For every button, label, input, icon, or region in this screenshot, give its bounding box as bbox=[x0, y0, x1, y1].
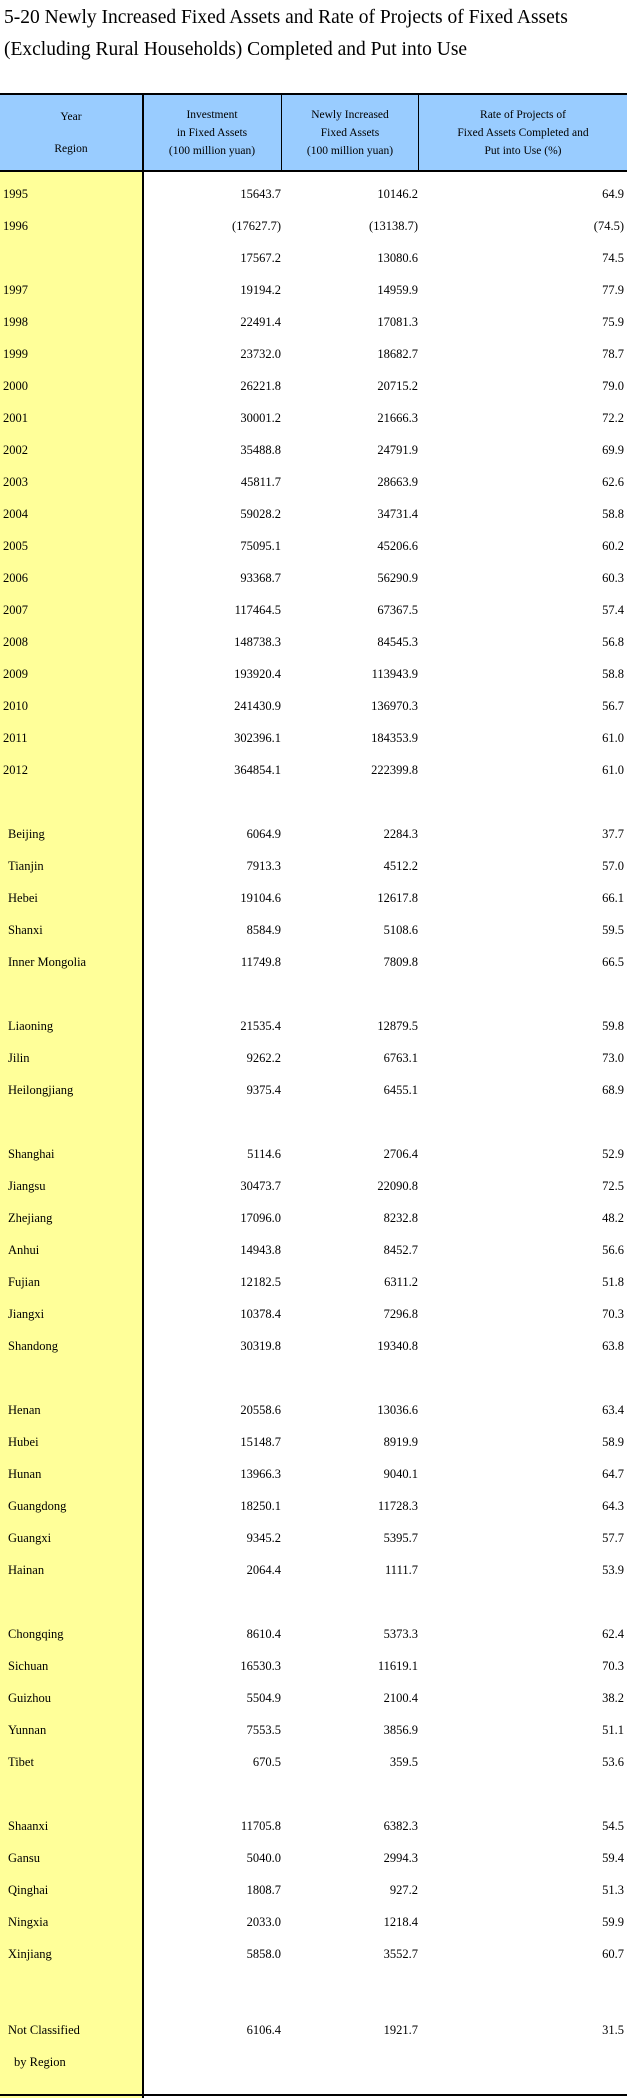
cell-rate: 58.9 bbox=[602, 1435, 624, 1449]
cell-new-assets: 113943.9 bbox=[371, 667, 418, 681]
cell-investment: 8584.9 bbox=[246, 923, 281, 937]
cell-new-assets: 11728.3 bbox=[377, 1499, 418, 1513]
cell-investment: 670.5 bbox=[252, 1755, 281, 1769]
cell-new-assets: 927.2 bbox=[389, 1883, 418, 1897]
row-label: Henan bbox=[8, 1403, 41, 1417]
cell-new-assets: 359.5 bbox=[389, 1755, 418, 1769]
table-row bbox=[0, 658, 627, 690]
cell-new-assets: 12617.8 bbox=[377, 891, 418, 905]
header-new-assets-line: Newly Increased bbox=[311, 109, 389, 121]
row-label: Jiangsu bbox=[8, 1179, 46, 1193]
row-label: 2004 bbox=[3, 507, 28, 521]
row-label: Shanxi bbox=[8, 923, 43, 937]
row-label: Jilin bbox=[8, 1051, 30, 1065]
row-label: Shandong bbox=[8, 1339, 58, 1353]
table-row bbox=[0, 946, 627, 978]
table-row bbox=[0, 1522, 627, 1554]
cell-rate: 52.9 bbox=[602, 1147, 624, 1161]
cell-investment: 5114.6 bbox=[247, 1147, 281, 1161]
row-label: Tibet bbox=[8, 1755, 34, 1769]
cell-rate: 73.0 bbox=[602, 1051, 624, 1065]
cell-investment: 16530.3 bbox=[240, 1659, 281, 1673]
cell-rate: 58.8 bbox=[602, 667, 624, 681]
table-row bbox=[0, 690, 627, 722]
table-row bbox=[0, 1554, 627, 1586]
cell-rate: (74.5) bbox=[593, 219, 624, 233]
cell-new-assets: 2706.4 bbox=[383, 1147, 418, 1161]
cell-investment: 11705.8 bbox=[240, 1819, 281, 1833]
cell-new-assets: 2100.4 bbox=[383, 1691, 418, 1705]
cell-new-assets: 5395.7 bbox=[383, 1531, 418, 1545]
header-new-assets-line: (100 million yuan) bbox=[306, 145, 394, 157]
row-label: Ningxia bbox=[8, 1915, 49, 1929]
cell-investment: 193920.4 bbox=[234, 667, 281, 681]
cell-rate: 56.6 bbox=[602, 1243, 624, 1257]
cell-new-assets: 8232.8 bbox=[383, 1211, 418, 1225]
row-label: Guangdong bbox=[8, 1499, 67, 1513]
cell-investment: 8610.4 bbox=[246, 1627, 281, 1641]
row-label: Anhui bbox=[8, 1243, 40, 1257]
row-label: 2002 bbox=[3, 443, 28, 457]
table-row bbox=[0, 1650, 627, 1682]
cell-new-assets: 7296.8 bbox=[383, 1307, 418, 1321]
table-row bbox=[0, 1266, 627, 1298]
row-label: 2011 bbox=[3, 731, 28, 745]
cell-new-assets: 10146.2 bbox=[377, 187, 418, 201]
cell-investment: 12182.5 bbox=[240, 1275, 281, 1289]
title-line-2: (Excluding Rural Households) Completed and Put into Use bbox=[4, 39, 468, 60]
table-row bbox=[0, 370, 627, 402]
cell-rate: 61.0 bbox=[602, 731, 624, 745]
table-row bbox=[0, 210, 627, 242]
cell-investment: 14943.8 bbox=[240, 1243, 281, 1257]
cell-new-assets: 8919.9 bbox=[383, 1435, 418, 1449]
row-label: Beijing bbox=[8, 827, 45, 841]
row-label: Hainan bbox=[8, 1563, 45, 1577]
table-row bbox=[0, 1298, 627, 1330]
header-year: Year bbox=[60, 111, 82, 123]
cell-new-assets: 11619.1 bbox=[377, 1659, 418, 1673]
cell-rate: 70.3 bbox=[602, 1307, 624, 1321]
cell-new-assets: 184353.9 bbox=[371, 731, 418, 745]
header-rate-line: Put into Use (%) bbox=[484, 145, 562, 157]
cell-investment: 35488.8 bbox=[240, 443, 281, 457]
table-row bbox=[0, 1810, 627, 1842]
cell-new-assets: 28663.9 bbox=[377, 475, 418, 489]
header-rate-line: Rate of Projects of bbox=[480, 109, 566, 121]
row-label: 1996 bbox=[3, 219, 28, 233]
cell-new-assets: 222399.8 bbox=[371, 763, 418, 777]
cell-investment: 5504.9 bbox=[246, 1691, 281, 1705]
cell-investment: 302396.1 bbox=[234, 731, 281, 745]
cell-new-assets: 21666.3 bbox=[377, 411, 418, 425]
row-label: Shanghai bbox=[8, 1147, 55, 1161]
cell-investment: 10378.4 bbox=[240, 1307, 281, 1321]
table-row bbox=[0, 338, 627, 370]
row-label: Fujian bbox=[8, 1275, 40, 1289]
cell-rate: 59.4 bbox=[602, 1851, 624, 1865]
row-label: Zhejiang bbox=[8, 1211, 53, 1225]
row-label: Chongqing bbox=[8, 1627, 64, 1641]
table-row bbox=[0, 1138, 627, 1170]
cell-rate: 63.4 bbox=[602, 1403, 624, 1417]
row-label: 2001 bbox=[3, 411, 28, 425]
table-row bbox=[0, 242, 627, 274]
row-label: Heilongjiang bbox=[8, 1083, 74, 1097]
table-row bbox=[0, 1074, 627, 1106]
cell-new-assets: 5108.6 bbox=[383, 923, 418, 937]
cell-rate: 60.3 bbox=[602, 571, 624, 585]
cell-investment: 1808.7 bbox=[246, 1883, 281, 1897]
table-row bbox=[0, 626, 627, 658]
table-row bbox=[0, 178, 627, 210]
cell-new-assets: 8452.7 bbox=[383, 1243, 418, 1257]
cell-rate: 64.9 bbox=[602, 187, 624, 201]
table-row bbox=[0, 1906, 627, 1938]
cell-investment: 241430.9 bbox=[234, 699, 281, 713]
cell-investment: 11749.8 bbox=[240, 955, 281, 969]
cell-rate: 69.9 bbox=[602, 443, 624, 457]
table-row bbox=[0, 722, 627, 754]
table-row bbox=[0, 434, 627, 466]
row-label: Not Classified bbox=[8, 2023, 80, 2037]
row-label: Inner Mongolia bbox=[8, 955, 87, 969]
cell-rate: 51.3 bbox=[602, 1883, 624, 1897]
cell-investment: 17096.0 bbox=[240, 1211, 281, 1225]
cell-rate: 68.9 bbox=[602, 1083, 624, 1097]
row-label: 2006 bbox=[3, 571, 28, 585]
cell-investment: 93368.7 bbox=[240, 571, 281, 585]
table-row bbox=[0, 1394, 627, 1426]
cell-rate: 61.0 bbox=[602, 763, 624, 777]
table-row bbox=[0, 1234, 627, 1266]
cell-rate: 51.8 bbox=[602, 1275, 624, 1289]
table-row bbox=[0, 274, 627, 306]
cell-rate: 59.9 bbox=[602, 1915, 624, 1929]
cell-investment: 22491.4 bbox=[240, 315, 281, 329]
title-line-1: 5-20 Newly Increased Fixed Assets and Rate of Projects of Fixed Assets bbox=[4, 7, 568, 28]
cell-new-assets: 45206.6 bbox=[377, 539, 418, 553]
cell-rate: 48.2 bbox=[602, 1211, 624, 1225]
cell-new-assets: 13036.6 bbox=[377, 1403, 418, 1417]
cell-rate: 54.5 bbox=[602, 1819, 624, 1833]
cell-rate: 57.7 bbox=[602, 1531, 624, 1545]
header-year-region bbox=[0, 94, 142, 172]
cell-rate: 60.2 bbox=[602, 539, 624, 553]
cell-rate: 72.2 bbox=[602, 411, 624, 425]
table-row bbox=[0, 914, 627, 946]
cell-rate: 66.5 bbox=[602, 955, 624, 969]
cell-rate: 64.3 bbox=[602, 1499, 624, 1513]
cell-rate: 63.8 bbox=[602, 1339, 624, 1353]
table-title bbox=[4, 2, 624, 66]
header-investment-line: in Fixed Assets bbox=[176, 127, 248, 139]
row-label: 2005 bbox=[3, 539, 28, 553]
table-row bbox=[0, 1714, 627, 1746]
table-row bbox=[0, 850, 627, 882]
cell-rate: 78.7 bbox=[602, 347, 624, 361]
cell-new-assets: 2994.3 bbox=[383, 1851, 418, 1865]
cell-investment: 45811.7 bbox=[240, 475, 281, 489]
cell-investment: 2064.4 bbox=[246, 1563, 281, 1577]
cell-rate: 59.5 bbox=[602, 923, 624, 937]
table-row bbox=[0, 594, 627, 626]
cell-investment: 21535.4 bbox=[240, 1019, 281, 1033]
table-row bbox=[0, 1746, 627, 1778]
cell-new-assets: 5373.3 bbox=[383, 1627, 418, 1641]
cell-rate: 77.9 bbox=[602, 283, 624, 297]
cell-investment: 9345.2 bbox=[246, 1531, 281, 1545]
cell-new-assets: 17081.3 bbox=[377, 315, 418, 329]
cell-new-assets: 6455.1 bbox=[383, 1083, 418, 1097]
row-label: Shaanxi bbox=[8, 1819, 49, 1833]
table-row bbox=[0, 1170, 627, 1202]
table-row bbox=[0, 306, 627, 338]
row-label: 1998 bbox=[3, 315, 28, 329]
cell-investment: 15148.7 bbox=[240, 1435, 281, 1449]
row-label: Hubei bbox=[8, 1435, 39, 1449]
cell-rate: 56.7 bbox=[602, 699, 624, 713]
cell-new-assets: 1218.4 bbox=[383, 1915, 418, 1929]
header-new-assets bbox=[282, 94, 418, 172]
cell-rate: 70.3 bbox=[602, 1659, 624, 1673]
cell-investment: 7913.3 bbox=[246, 859, 281, 873]
row-label: 1995 bbox=[3, 187, 28, 201]
table-row bbox=[0, 1618, 627, 1650]
cell-new-assets: 9040.1 bbox=[383, 1467, 418, 1481]
row-label: Hunan bbox=[8, 1467, 42, 1481]
cell-new-assets: 84545.3 bbox=[377, 635, 418, 649]
row-label: 1999 bbox=[3, 347, 28, 361]
cell-new-assets: 24791.9 bbox=[377, 443, 418, 457]
table-row bbox=[0, 1874, 627, 1906]
table-row bbox=[0, 1842, 627, 1874]
row-label: 2007 bbox=[3, 603, 28, 617]
cell-investment: 18250.1 bbox=[240, 1499, 281, 1513]
table-row bbox=[0, 466, 627, 498]
row-label: 2008 bbox=[3, 635, 28, 649]
cell-rate: 31.5 bbox=[602, 2023, 624, 2037]
cell-new-assets: 7809.8 bbox=[383, 955, 418, 969]
cell-new-assets: 12879.5 bbox=[377, 1019, 418, 1033]
row-label: Liaoning bbox=[8, 1019, 54, 1033]
cell-investment: 20558.6 bbox=[240, 1403, 281, 1417]
header-investment-line: (100 million yuan) bbox=[168, 145, 256, 157]
cell-rate: 62.4 bbox=[602, 1627, 624, 1641]
header-investment bbox=[143, 94, 281, 172]
cell-new-assets: 14959.9 bbox=[377, 283, 418, 297]
cell-rate: 56.8 bbox=[602, 635, 624, 649]
row-label: 2000 bbox=[3, 379, 28, 393]
row-label-continued: by Region bbox=[14, 2055, 66, 2069]
cell-rate: 57.0 bbox=[602, 859, 624, 873]
cell-investment: 30473.7 bbox=[240, 1179, 281, 1193]
table-row bbox=[0, 562, 627, 594]
cell-new-assets: 19340.8 bbox=[377, 1339, 418, 1353]
table-row bbox=[0, 1202, 627, 1234]
row-label: Sichuan bbox=[8, 1659, 49, 1673]
cell-new-assets: 6311.2 bbox=[384, 1275, 418, 1289]
table-row bbox=[0, 402, 627, 434]
cell-investment: 26221.8 bbox=[240, 379, 281, 393]
cell-investment: 9375.4 bbox=[246, 1083, 281, 1097]
cell-investment: 75095.1 bbox=[240, 539, 281, 553]
row-label: Xinjiang bbox=[8, 1947, 52, 1961]
row-label: 1997 bbox=[3, 283, 28, 297]
cell-new-assets: (13138.7) bbox=[369, 219, 418, 233]
cell-rate: 60.7 bbox=[602, 1947, 624, 1961]
cell-investment: 6106.4 bbox=[246, 2023, 281, 2037]
row-label: Yunnan bbox=[8, 1723, 47, 1737]
cell-rate: 58.8 bbox=[602, 507, 624, 521]
cell-investment: 117464.5 bbox=[234, 603, 281, 617]
cell-rate: 62.6 bbox=[602, 475, 624, 489]
cell-rate: 75.9 bbox=[602, 315, 624, 329]
cell-new-assets: 6763.1 bbox=[383, 1051, 418, 1065]
cell-new-assets: 34731.4 bbox=[377, 507, 418, 521]
cell-new-assets: 3552.7 bbox=[383, 1947, 418, 1961]
table-row bbox=[0, 882, 627, 914]
row-label: Gansu bbox=[8, 1851, 40, 1865]
cell-rate: 57.4 bbox=[602, 603, 624, 617]
table-row bbox=[0, 1042, 627, 1074]
row-label: Jiangxi bbox=[8, 1307, 45, 1321]
header-investment-line: Investment bbox=[186, 109, 238, 121]
header-region: Region bbox=[54, 143, 88, 155]
cell-investment: (17627.7) bbox=[232, 219, 281, 233]
cell-new-assets: 20715.2 bbox=[377, 379, 418, 393]
cell-rate: 79.0 bbox=[602, 379, 624, 393]
cell-investment: 5040.0 bbox=[246, 1851, 281, 1865]
cell-new-assets: 67367.5 bbox=[377, 603, 418, 617]
cell-rate: 59.8 bbox=[602, 1019, 624, 1033]
cell-investment: 364854.1 bbox=[234, 763, 281, 777]
cell-investment: 59028.2 bbox=[240, 507, 281, 521]
cell-rate: 72.5 bbox=[602, 1179, 624, 1193]
cell-new-assets: 13080.6 bbox=[377, 251, 418, 265]
cell-investment: 9262.2 bbox=[246, 1051, 281, 1065]
cell-investment: 5858.0 bbox=[246, 1947, 281, 1961]
cell-investment: 19194.2 bbox=[240, 283, 281, 297]
cell-investment: 13966.3 bbox=[240, 1467, 281, 1481]
cell-investment: 30319.8 bbox=[240, 1339, 281, 1353]
cell-new-assets: 3856.9 bbox=[383, 1723, 418, 1737]
header-rate bbox=[419, 94, 627, 172]
table-row bbox=[0, 530, 627, 562]
header-rate-line: Fixed Assets Completed and bbox=[457, 127, 589, 139]
table-row bbox=[0, 1682, 627, 1714]
table-row bbox=[0, 1010, 627, 1042]
row-label: Qinghai bbox=[8, 1883, 49, 1897]
row-label: Guangxi bbox=[8, 1531, 52, 1545]
row-label: Guizhou bbox=[8, 1691, 52, 1705]
bottom-rule bbox=[0, 2094, 627, 2096]
cell-investment: 2033.0 bbox=[246, 1915, 281, 1929]
table-row-unclassified bbox=[0, 2014, 627, 2078]
table-row bbox=[0, 1426, 627, 1458]
cell-investment: 30001.2 bbox=[240, 411, 281, 425]
cell-new-assets: 22090.8 bbox=[377, 1179, 418, 1193]
row-label: Tianjin bbox=[8, 859, 44, 873]
row-label: 2009 bbox=[3, 667, 28, 681]
cell-new-assets: 2284.3 bbox=[383, 827, 418, 841]
cell-new-assets: 4512.2 bbox=[383, 859, 418, 873]
cell-investment: 17567.2 bbox=[240, 251, 281, 265]
cell-new-assets: 1111.7 bbox=[385, 1563, 418, 1577]
cell-investment: 23732.0 bbox=[240, 347, 281, 361]
cell-rate: 74.5 bbox=[602, 251, 624, 265]
table-row bbox=[0, 1490, 627, 1522]
table-row bbox=[0, 754, 627, 786]
cell-new-assets: 136970.3 bbox=[371, 699, 418, 713]
cell-investment: 19104.6 bbox=[240, 891, 281, 905]
cell-investment: 148738.3 bbox=[234, 635, 281, 649]
cell-new-assets: 56290.9 bbox=[377, 571, 418, 585]
table-row bbox=[0, 1330, 627, 1362]
cell-investment: 15643.7 bbox=[240, 187, 281, 201]
table-row bbox=[0, 498, 627, 530]
table-row bbox=[0, 1458, 627, 1490]
cell-rate: 53.6 bbox=[602, 1755, 624, 1769]
table-row bbox=[0, 1938, 627, 1970]
cell-rate: 51.1 bbox=[602, 1723, 624, 1737]
cell-investment: 6064.9 bbox=[246, 827, 281, 841]
cell-investment: 7553.5 bbox=[246, 1723, 281, 1737]
cell-new-assets: 6382.3 bbox=[383, 1819, 418, 1833]
cell-rate: 53.9 bbox=[602, 1563, 624, 1577]
row-label: 2010 bbox=[3, 699, 28, 713]
table-row bbox=[0, 818, 627, 850]
cell-rate: 66.1 bbox=[602, 891, 624, 905]
cell-rate: 64.7 bbox=[602, 1467, 624, 1481]
cell-new-assets: 1921.7 bbox=[383, 2023, 418, 2037]
cell-rate: 38.2 bbox=[602, 1691, 624, 1705]
header-new-assets-line: Fixed Assets bbox=[320, 127, 380, 139]
row-label: 2012 bbox=[3, 763, 28, 777]
cell-new-assets: 18682.7 bbox=[377, 347, 418, 361]
row-label: Hebei bbox=[8, 891, 38, 905]
cell-rate: 37.7 bbox=[602, 827, 624, 841]
row-label: 2003 bbox=[3, 475, 28, 489]
